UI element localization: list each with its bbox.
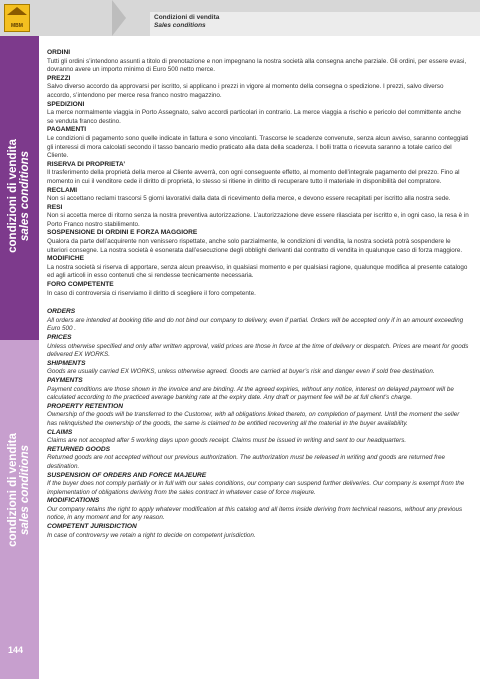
english-conditions bbox=[47, 308, 469, 540]
section-heading: PAGAMENTI bbox=[47, 126, 87, 134]
page-title: Condizioni di vendita bbox=[154, 14, 220, 21]
section-text: Our company retains the right to apply whatever modification at this catalog and all items inside deriving from technical reasons, without any previous notice, in any moment and for any reason. bbox=[47, 505, 463, 522]
section-text: Le condizioni di pagamento sono quelle indicate in fattura e sono vincolanti. Trascorse le scadenze convenute, senza alcun avviso, saranno conteggiati gli interessi di mora calcolati secondo il tasso bancario medio praticato alla data della scadenza. I bolli tratta o ricevuta saranno a totale carico del Cliente. bbox=[47, 134, 469, 160]
section-heading: PREZZI bbox=[47, 74, 71, 82]
section-text: Non si accettano reclami trascorsi 5 giorni lavorativi dalla data di ricevimento della merce, e devono essere recapitati per iscritto alla nostra sede. bbox=[47, 195, 451, 203]
section-text: Tutti gli ordini s’intendono assunti a titolo di prenotazione e non impegnano la nostra società alla consegna anche parziale. Gli ordini, per essere evasi, dovranno avere un importo minimo di Euro 500 netto merce. bbox=[47, 57, 467, 74]
logo-text: MBM bbox=[11, 23, 23, 29]
section-heading: SOSPENSIONE DI ORDINI E FORZA MAGGIORE bbox=[47, 229, 198, 237]
section-text: La nostra società si riserva di apportare, senza alcun preavviso, in qualsiasi momento e per qualsiasi ragione, qualunque modifica al presente catalogo ed agli articoli in esso contenuti che si rendesse tecnicamente necessaria. bbox=[47, 263, 468, 280]
section-heading: RISERVA DI PROPRIETA’ bbox=[47, 160, 126, 168]
section-text: All orders are intended at booking title and do not bind our company to delivery, even if partial. Orders will be accepted only if in an amount exceeding Euro 500 . bbox=[47, 316, 464, 333]
section-heading: CLAIMS bbox=[47, 428, 73, 436]
section-text: Ownership of the goods will be transferred to the Customer, with all obligations linked thereto, on completion of payment. Until the moment the seller has relinquished the ownership of the goods, the same is claimed to be entitled recovering all the material in the buyer availability. bbox=[47, 411, 460, 427]
sidebar-title-upper bbox=[7, 139, 31, 253]
section-heading: PRICES bbox=[47, 334, 72, 341]
section-text: Il trasferimento della proprietà della merce al Cliente avverrà, con ogni conseguente effetto, al momento dell’integrale pagamento del prezzo. Fino al momento in cui il venditore cede il diritto di proprietà, lo stesso si ritiene in diritto di recuperare tutto il materiale in disponibilità del compratore. bbox=[47, 169, 460, 185]
company-logo bbox=[4, 4, 30, 32]
page-header bbox=[0, 0, 480, 36]
section-text: Returned goods are not accepted without our previous authorization. The authorization must be released in writing and goods are returned free destination. bbox=[47, 454, 445, 470]
sidebar-title-lower bbox=[7, 433, 31, 547]
page-subtitle: Sales conditions bbox=[154, 22, 206, 29]
section-heading: ORDERS bbox=[47, 308, 76, 316]
section-heading: RECLAMI bbox=[47, 186, 78, 194]
document-body bbox=[47, 49, 469, 540]
sidebar-title-italian: condizioni di vendita bbox=[7, 139, 19, 253]
header-chevron bbox=[112, 0, 126, 36]
section-text: Payment conditions are those shown in the invoice and are binding. At the agreed expiries, without any notice, interest on delayed payment will be calculated according to the practiced average banking rate at the expiry date. Any draft or payment fee will be at full client’s charge. bbox=[47, 385, 454, 402]
section-heading: SPEDIZIONI bbox=[47, 100, 85, 108]
sidebar bbox=[0, 0, 39, 679]
section-text: If the buyer does not comply partially or in full with our sales conditions, our company can suspend further deliveries. Our company is exempt from the implementation of obligations deriving from the sales contract in whatever case of force majeure. bbox=[47, 480, 465, 496]
section-heading: MODIFICATIONS bbox=[47, 497, 100, 505]
section-text: La merce normalmente viaggia in Porto Assegnato, salvo accordi particolari in contrario. La merce viaggia a rischio e pericolo del committente anche se venduta franco destino. bbox=[47, 109, 462, 125]
section-heading: SHIPMENTS bbox=[47, 359, 86, 367]
section-text: Qualora da parte dell’acquirente non venissero rispettate, anche solo parzialmente, le condizioni di vendita, la nostra società potrà sospendere le ulteriori consegne. La nostra società è esonerata dall’esecuzione degli obblighi derivanti dal contratto di vendita in qualunque caso di forza maggiore. bbox=[47, 238, 463, 254]
section-heading: ORDINI bbox=[47, 49, 71, 56]
section-text: Salvo diverso accordo da approvarsi per iscritto, si applicano i prezzi in vigore al momento della consegna o spedizione. I prezzi, salvo diverso accordo, s’intendono per merce resa franco nostro magazzino. bbox=[47, 83, 444, 99]
page-number: 144 bbox=[8, 645, 24, 655]
section-heading: MODIFICHE bbox=[47, 255, 84, 263]
section-text: Unless otherwise specified and only after written approval, valid prices are those in force at the time of delivery or despatch. Prices are meant for goods delivered EX WORKS. bbox=[47, 342, 469, 359]
sidebar-title-english: sales conditions bbox=[19, 444, 31, 536]
section-heading: FORO COMPETENTE bbox=[47, 281, 114, 289]
section-heading: PROPERTY RETENTION bbox=[47, 402, 123, 410]
section-text: Goods are usually carried EX WORKS, unless otherwise agreed. Goods are carried at buyer’s risk and danger even if sold free destination. bbox=[47, 368, 435, 376]
section-text: In case of controversy we retain a right to decide on competent jurisdiction. bbox=[47, 531, 256, 539]
section-heading: RETURNED GOODS bbox=[47, 445, 111, 453]
logo-house-icon bbox=[7, 7, 27, 15]
section-text: Claims are not accepted after 5 working days upon goods receipt. Claims must be issued in writing and sent to our headquarters. bbox=[47, 437, 407, 445]
section-heading: SUSPENSION OF ORDERS AND FORCE MAJEURE bbox=[47, 471, 207, 479]
section-text: Non si accetta merce di ritorno senza la nostra preventiva autorizzazione. L’autorizzazione deve essere rilasciata per iscritto e, in ogni caso, la resa è in Porto Franco nostro stabilimento. bbox=[47, 212, 469, 228]
section-text: In caso di controversia ci riserviamo il diritto di scegliere il foro competente. bbox=[47, 289, 256, 297]
italian-conditions bbox=[47, 49, 469, 298]
section-heading: RESI bbox=[47, 203, 63, 211]
section-heading: COMPETENT JURISDICTION bbox=[47, 523, 137, 531]
sidebar-title-italian: condizioni di vendita bbox=[7, 433, 19, 547]
section-heading: PAYMENTS bbox=[47, 376, 83, 384]
sidebar-title-english: sales conditions bbox=[19, 150, 31, 242]
